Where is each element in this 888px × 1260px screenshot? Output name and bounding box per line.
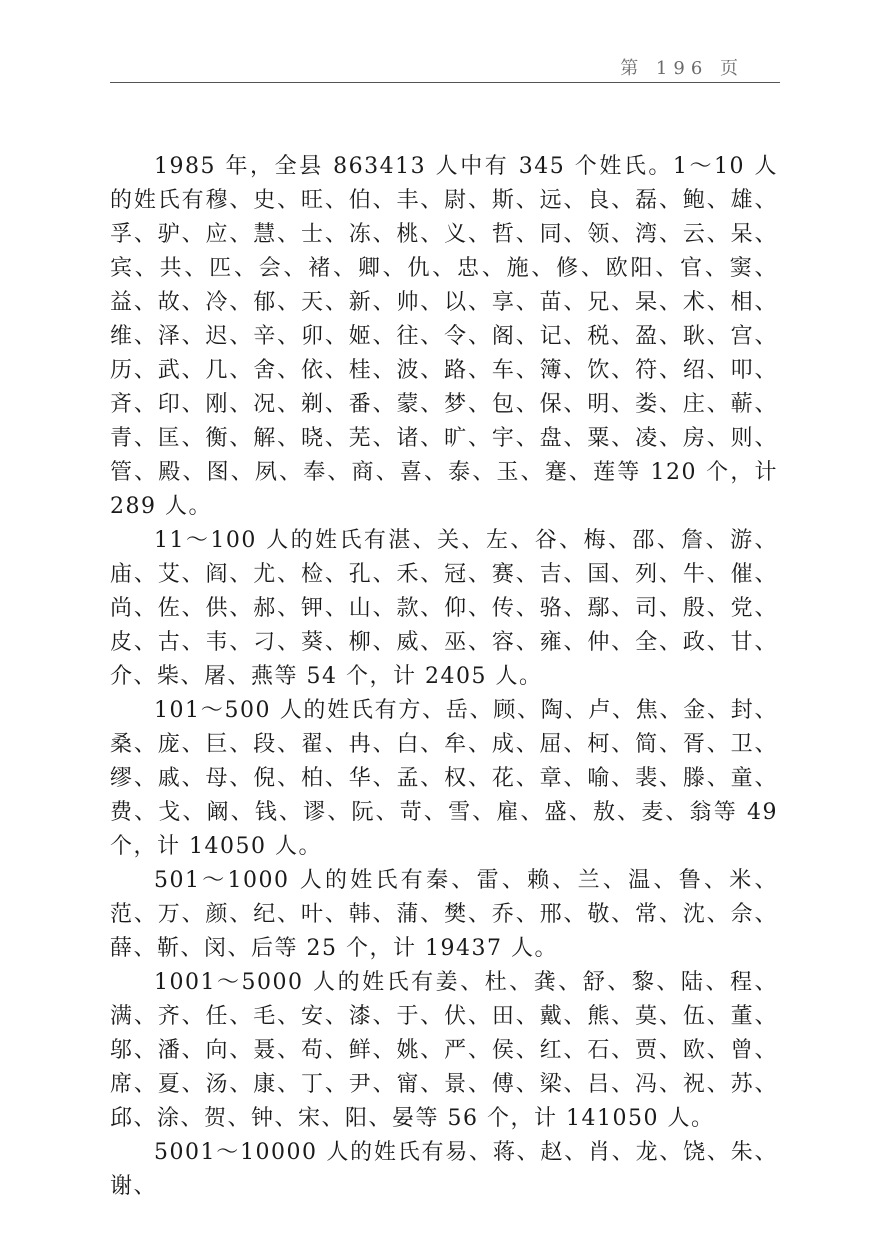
paragraph-501-1000: 501～1000 人的姓氏有秦、雷、赖、兰、温、鲁、米、范、万、颜、纪、叶、韩、蒲、樊、乔、邢、敬、常、沈、佘、薛、靳、闵、后等 25 个，计 19437 人。 (110, 868, 778, 961)
paragraph-5001-10000: 5001～10000 人的姓氏有易、蒋、赵、肖、龙、饶、朱、谢、 (110, 1140, 778, 1199)
page-number: 第 196 页 (620, 58, 744, 79)
paragraph-101-500: 101～500 人的姓氏有方、岳、顾、陶、卢、焦、金、封、桑、庞、巨、段、翟、冉、白、牟、成、屈、柯、简、胥、卫、缪、戚、母、倪、柏、华、孟、权、花、章、喻、裴、滕、童、费、戈、阚、钱、谬、阮、苛、雪、雇、盛、敖、麦、翁等 49 个，计 14050 人。 (110, 698, 778, 859)
document-body (110, 150, 778, 1204)
paragraph-1001-5000: 1001～5000 人的姓氏有姜、杜、龚、舒、黎、陆、程、满、齐、任、毛、安、漆、于、伏、田、戴、熊、莫、伍、董、邬、潘、向、聂、苟、鲜、姚、严、侯、红、石、贾、欧、曾、席、夏、汤、康、丁、尹、甯、景、傅、梁、吕、冯、祝、苏、邱、涂、贺、钟、宋、阳、晏等 56 个，计 141050 人。 (110, 970, 778, 1131)
paragraph-11-100: 11～100 人的姓氏有湛、关、左、谷、梅、邵、詹、游、庙、艾、阎、尤、检、孔、禾、冠、赛、吉、国、列、牛、催、尚、佐、供、郝、钾、山、款、仰、传、骆、鄢、司、殷、党、皮、古、韦、刁、葵、柳、威、巫、容、雍、仲、全、政、甘、介、柴、屠、燕等 54 个，计 2405 人。 (110, 528, 778, 689)
page-header (110, 52, 780, 83)
paragraph-1-10: 1985 年，全县 863413 人中有 345 个姓氏。1～10 人的姓氏有穆、史、旺、伯、丰、尉、斯、远、良、磊、鲍、雄、孚、驴、应、慧、士、冻、桃、义、哲、同、领、湾、云、呆、宾、共、匹、会、褚、卿、仇、忠、施、修、欧阳、官、窦、益、故、冷、郁、天、新、帅、以、享、苗、兄、杲、术、相、维、泽、迟、辛、卯、姬、往、令、阁、记、税、盈、耿、宫、历、武、几、舍、依、桂、波、路、车、簿、饮、符、绍、叩、斉、印、刚、况、剃、番、蒙、梦、包、保、明、娄、庄、蕲、青、匡、衡、解、晓、芜、诸、旷、宇、盘、粟、凌、房、则、管、殿、图、夙、奉、商、喜、泰、玉、蹇、莲等 120 个，计 289 人。 (110, 154, 778, 519)
